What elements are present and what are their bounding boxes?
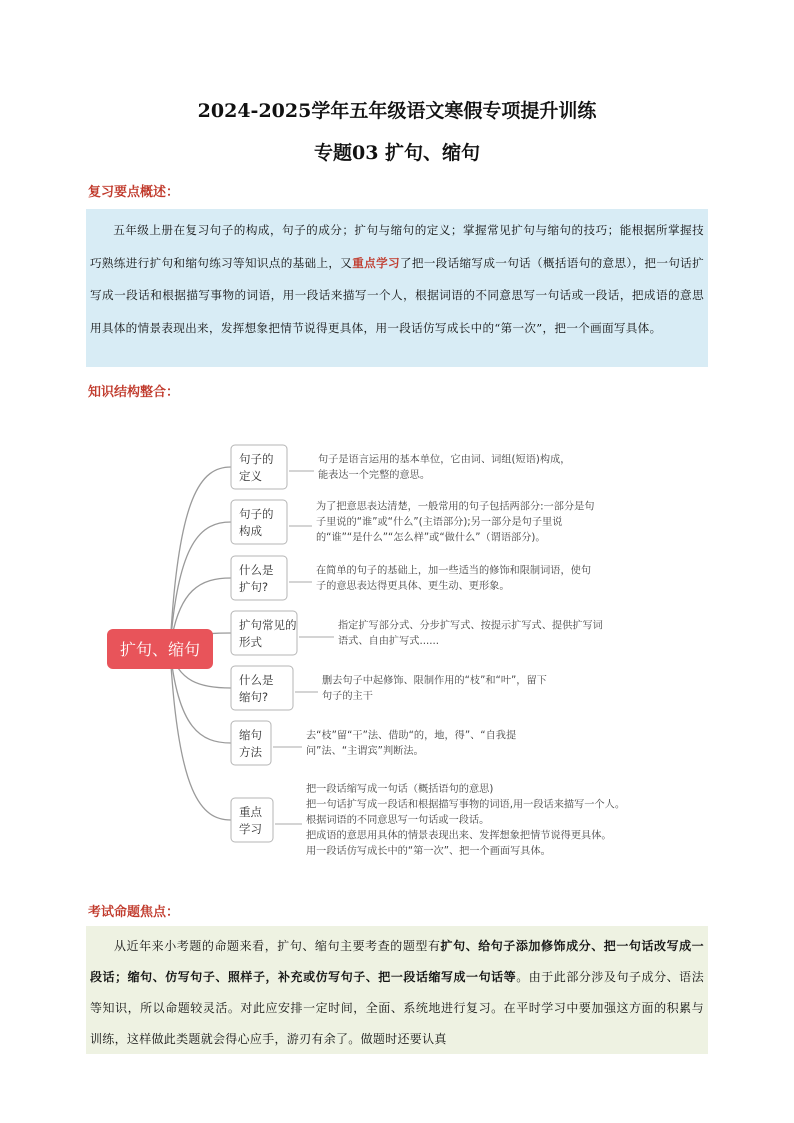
- mindmap-desc-text: 子里说的“谁”或“什么”(主语部分);另一部分是句子里说: [316, 517, 563, 528]
- mindmap-desc-text: 把一句话扩写成一段话和根据描写事物的词语,用一段话来描写一个人。: [306, 799, 626, 811]
- mindmap-desc-text: 删去句子中起修饰、限制作用的“枝”和“叶”，留下: [322, 675, 547, 687]
- mindmap-topic-label: 什么是: [239, 673, 274, 687]
- mindmap-desc-text: 把成语的意思用具体的情景表现出来、发挥想象把情节说得更具体。: [306, 830, 612, 842]
- mindmap-desc-text: 能表达一个完整的意思。: [318, 469, 431, 481]
- mindmap-topic-label: 定义: [239, 469, 262, 483]
- mindmap-topic-label: 构成: [239, 524, 262, 538]
- mindmap-topic-label: 学习: [239, 822, 262, 836]
- mindmap-topic-label: 扩句常见的: [239, 618, 297, 632]
- mindmap-topic-label: 缩句: [239, 728, 262, 742]
- mindmap-topic-label: 扩句?: [239, 580, 269, 594]
- mindmap-topic-label: 形式: [239, 635, 262, 649]
- review-summary-text: 五年级上册在复习句子的构成，句子的成分；扩句与缩句的定义；掌握常见扩句与缩句的技巧；能根据所掌握技巧熟练进行扩句和缩句练习等知识点的基础上，又重点学习了把一段话缩写成一句话（概括语句的意思），把一句话扩写成一段话和根据描写事物的词语，用一段话来描写一个人，根据词语的不同意思写一句话或一段话，把成语的意思用具体的情景表现出来，发挥想象把情节说得更具体，用一段话仿写成长中的“第一次”，把一个画面写具体。: [90, 223, 704, 335]
- highlight-key-study: 重点学习: [352, 255, 400, 270]
- mindmap-desc-text: 为了把意思表达清楚，一般常用的句子包括两部分:一部分是句: [316, 501, 595, 513]
- mindmap-center-label: 扩句、缩句: [119, 640, 201, 659]
- mindmap-diagram: [0, 415, 794, 895]
- mindmap-desc-text: 用一段话仿写成长中的“第一次”、把一个画面写具体。: [306, 846, 551, 857]
- mindmap-desc-text: 把一段话缩写成一句话（概括语句的意思): [306, 784, 494, 795]
- mindmap-desc-text: 句子是语言运用的基本单位，它由词、词组(短语)构成，: [318, 454, 571, 466]
- mindmap-desc-text: 根据词语的不同意思写一句话或一段话。: [306, 815, 490, 826]
- mindmap-topic-label: 方法: [239, 745, 262, 759]
- section-heading-exam-focus: 考试命题焦点：: [88, 905, 180, 920]
- mindmap-topic-label: 什么是: [239, 563, 274, 577]
- mindmap-desc-text: 句子的主干: [322, 690, 373, 702]
- exam-focus-box: [86, 926, 708, 1054]
- section-heading-review: 复习要点概述：: [88, 185, 180, 200]
- mindmap-desc-text: 子的意思表达得更具体、更生动、更形象。: [316, 580, 510, 592]
- mindmap-desc-text: 在简单的句子的基础上，加一些适当的修饰和限制词语，使句: [316, 565, 592, 577]
- section-heading-structure: 知识结构整合：: [88, 385, 180, 400]
- mindmap-desc-text: 的“谁”“是什么”“怎么样”或“做什么”（谓语部分)。: [316, 532, 546, 544]
- document-subtitle: 专题03 扩句、缩句: [313, 142, 481, 164]
- mindmap-topic-label: 缩句?: [239, 690, 269, 704]
- mindmap-desc-text: 问”法、“主谓宾”判断法。: [306, 745, 424, 757]
- mindmap-topic-label: 句子的: [239, 452, 274, 466]
- exam-focus-text: 从近年来小考题的命题来看，扩句、缩句主要考查的题型有扩句、给句子添加修饰成分、把一句话改写成一段话；缩句、仿写句子、照样子，补充或仿写句子、把一段话缩写成一句话等。由于此部分涉及句子成分、语法等知识，所以命题较灵活。对此应安排一定时间，全面、系统地进行复习。在平时学习中要加强这方面的积累与训练，这样做此类题就会得心应手，游刃有余了。做题时还要认真: [90, 939, 704, 1046]
- mindmap-topic-label: 重点: [239, 805, 262, 819]
- mindmap-connector: [170, 467, 231, 649]
- document-title: 2024-2025学年五年级语文寒假专项提升训练: [197, 100, 597, 122]
- review-summary-box: [86, 209, 708, 367]
- mindmap-topic-label: 句子的: [239, 507, 274, 521]
- mindmap-desc-text: 语式、自由扩写式......: [338, 635, 439, 647]
- mindmap-desc-text: 指定扩写部分式、分步扩写式、按提示扩写式、提供扩写词: [338, 620, 603, 632]
- mindmap-desc-text: 去“枝”留“干”法、借助“的，地，得”、“自我提: [306, 730, 517, 742]
